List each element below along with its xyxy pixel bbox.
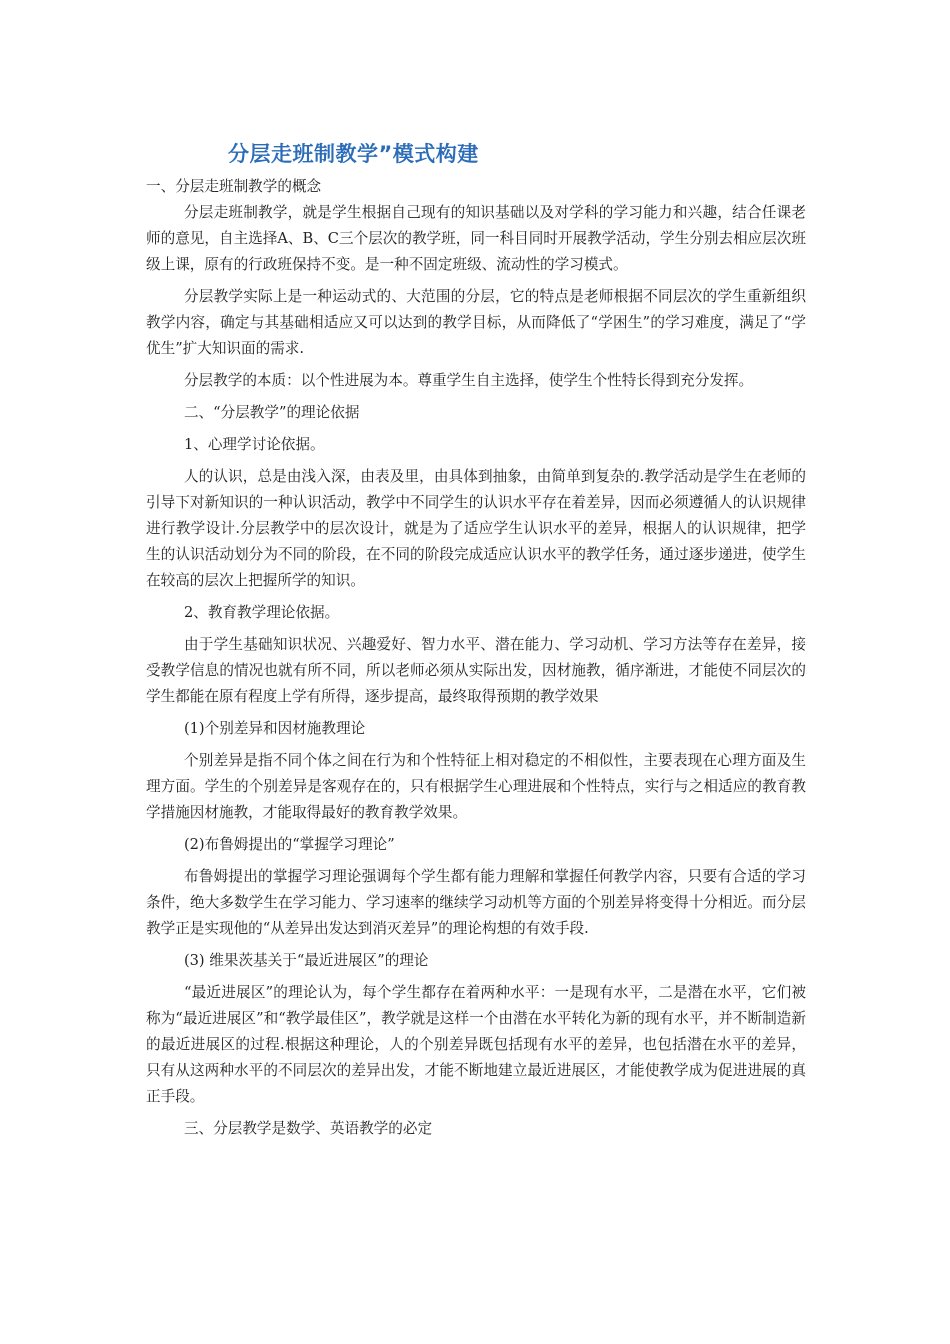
paragraph: 二、“分层教学”的理论依据 <box>183 404 360 421</box>
paragraph: (3) 维果茨基关于“最近进展区”的理论 <box>183 952 429 969</box>
paragraph: 2、教育教学理论依据。 <box>183 604 340 621</box>
paragraph: 三、分层教学是数学、英语教学的必定 <box>183 1120 433 1137</box>
paragraph: (1)个别差异和因材施教理论 <box>183 720 366 737</box>
paragraph: 1、心理学讨论依据。 <box>183 436 325 453</box>
paragraph: “最近进展区”的理论认为，每个学生都存在着两种水平：一是现有水平，二是潜在水平，它们被称为“最近进展区”和“教学最佳区”，教学就是这样一个由潜在水平转化为新的现有水平，并不断制造新的最近进展区的过程.根据这种理论，人的个别差异既包括现有水平的差异，也包括潜在水平的差异，只有从这两种水平的不同层次的差异出发，才能不断地建立最近进展区，才能使教学成为促进进展的真正手段。 <box>146 984 806 1105</box>
paragraph: (2)布鲁姆提出的“掌握学习理论” <box>183 836 395 853</box>
paragraph: 分层教学实际上是一种运动式的、大范围的分层，它的特点是老师根据不同层次的学生重新组织教学内容，确定与其基础相适应又可以达到的教学目标，从而降低了“学困生”的学习难度，满足了“学优生”扩大知识面的需求. <box>146 288 806 357</box>
paragraph: 个别差异是指不同个体之间在行为和个性特征上相对稳定的不相似性，主要表现在心理方面及生理方面。学生的个别差异是客观存在的，只有根据学生心理进展和个性特点，实行与之相适应的教育教学措施因材施教，才能取得最好的教育教学效果。 <box>146 752 806 821</box>
paragraph: 由于学生基础知识状况、兴趣爱好、智力水平、潜在能力、学习动机、学习方法等存在差异，接受教学信息的情况也就有所不同，所以老师必须从实际出发，因材施教，循序渐进，才能使不同层次的学生都能在原有程度上学有所得，逐步提高，最终取得预期的教学效果 <box>146 636 806 705</box>
paragraph: 分层走班制教学，就是学生根据自己现有的知识基础以及对学科的学习能力和兴趣，结合任课老师的意见，自主选择A、B、C三个层次的教学班，同一科目同时开展教学活动，学生分别去相应层次班级上课，原有的行政班保持不变。是一种不固定班级、流动性的学习模式。 <box>146 204 806 273</box>
paragraph: 一、分层走班制教学的概念 <box>146 178 322 195</box>
paragraph: 人的认识，总是由浅入深，由表及里，由具体到抽象，由简单到复杂的.教学活动是学生在老师的引导下对新知识的一种认识活动，教学中不同学生的认识水平存在着差异，因而必须遵循人的认识规律进行教学设计.分层教学中的层次设计，就是为了适应学生认识水平的差异，根据人的认识规律，把学生的认识活动划分为不同的阶段，在不同的阶段完成适应认识水平的教学任务，通过逐步递进，使学生在较高的层次上把握所学的知识。 <box>146 468 806 589</box>
document-body <box>146 174 806 1142</box>
paragraph: 分层教学的本质：以个性进展为本。尊重学生自主选择，使学生个性特长得到充分发挥。 <box>183 372 754 389</box>
document-title: 分层走班制教学”模式构建 <box>228 142 479 166</box>
paragraph: 布鲁姆提出的掌握学习理论强调每个学生都有能力理解和掌握任何教学内容，只要有合适的学习条件，绝大多数学生在学习能力、学习速率的继续学习动机等方面的个别差异将变得十分相近。而分层教学正是实现他的“从差异出发达到消灭差异”的理论构想的有效手段. <box>146 868 806 937</box>
